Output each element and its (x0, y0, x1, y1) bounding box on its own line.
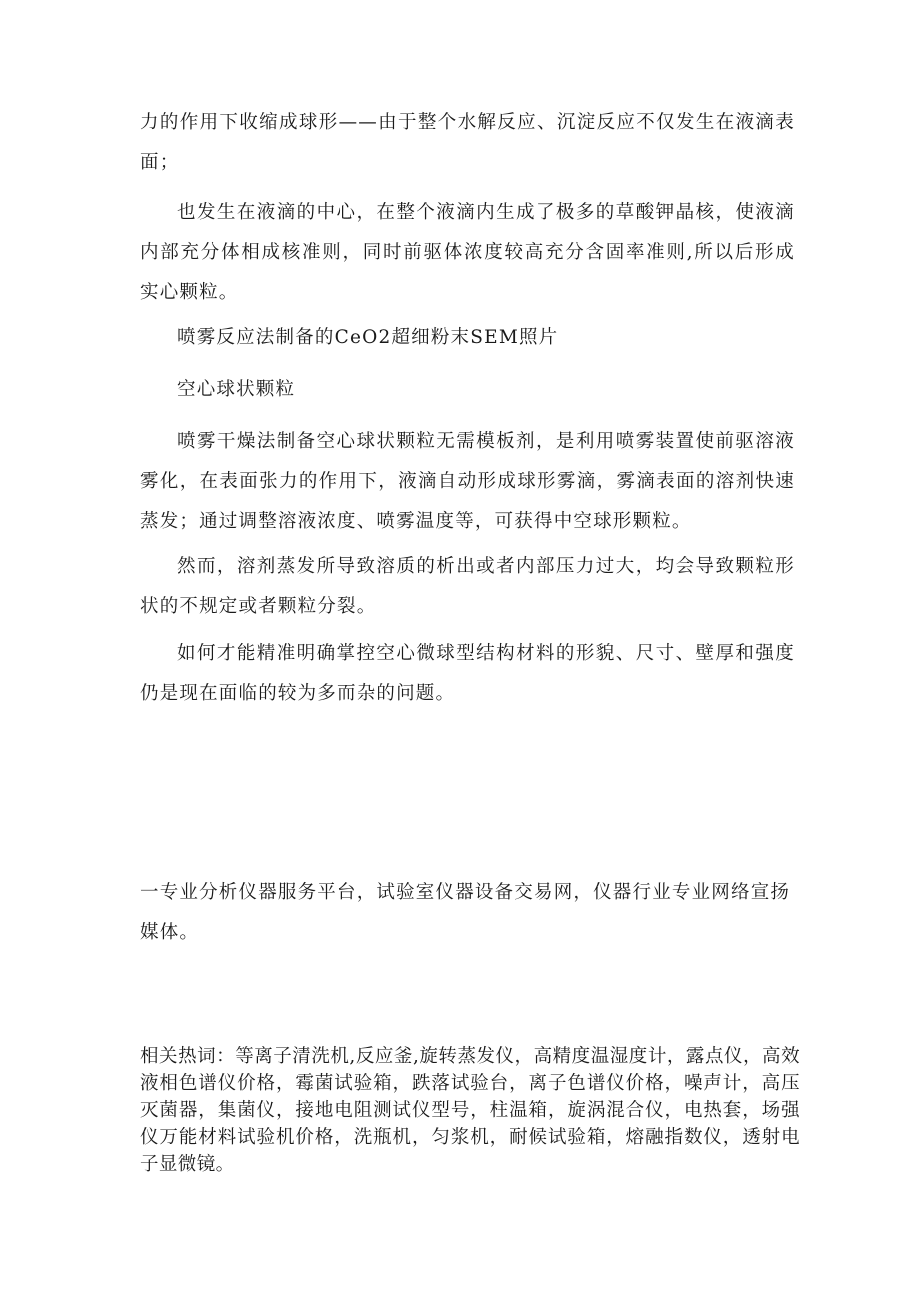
paragraph-solvent-evaporation: 然而，溶剂蒸发所导致溶质的析出或者内部压力过大，均会导致颗粒形状的不规定或者颗粒分裂。 (140, 556, 795, 617)
platform-footer-text: 一专业分析仪器服务平台，试验室仪器设备交易网，仪器行业专业网络宣扬媒体。 (140, 882, 791, 943)
paragraph-control-problem: 如何才能精准明确掌控空心微球型结构材料的形貌、尺寸、壁厚和强度仍是现在面临的较为多而杂的问题。 (140, 643, 795, 704)
figure-caption: 喷雾反应法制备的CeO2超细粉末SEM照片 (177, 327, 559, 348)
section-heading-hollow-particles: 空心球状颗粒 (177, 379, 296, 400)
paragraph-continuation: 力的作用下收缩成球形——由于整个水解反应、沉淀反应不仅发生在液滴表面； (140, 112, 795, 173)
paragraph-solid-particles: 也发生在液滴的中心，在整个液滴内生成了极多的草酸钾晶核，使液滴内部充分体相成核准则，同时前驱体浓度较高充分含固率准则,所以后形成实心颗粒。 (140, 202, 795, 303)
related-keywords: 相关热词：等离子清洗机,反应釜,旋转蒸发仪，高精度温湿度计，露点仪，高效液相色谱仪价格，霉菌试验箱，跌落试验台，离子色谱仪价格，噪声计，高压灭菌器，集菌仪，接地电阻测试仪型号，柱温箱，旋涡混合仪，电热套，场强仪万能材料试验机价格，洗瓶机，匀浆机，耐候试验箱，熔融指数仪，透射电子显微镜。 (140, 1046, 800, 1175)
paragraph-spray-drying: 喷雾干燥法制备空心球状颗粒无需模板剂，是利用喷雾装置使前驱溶液雾化，在表面张力的作用下，液滴自动形成球形雾滴，雾滴表面的溶剂快速蒸发；通过调整溶液浓度、喷雾温度等，可获得中空球形颗粒。 (140, 431, 795, 532)
